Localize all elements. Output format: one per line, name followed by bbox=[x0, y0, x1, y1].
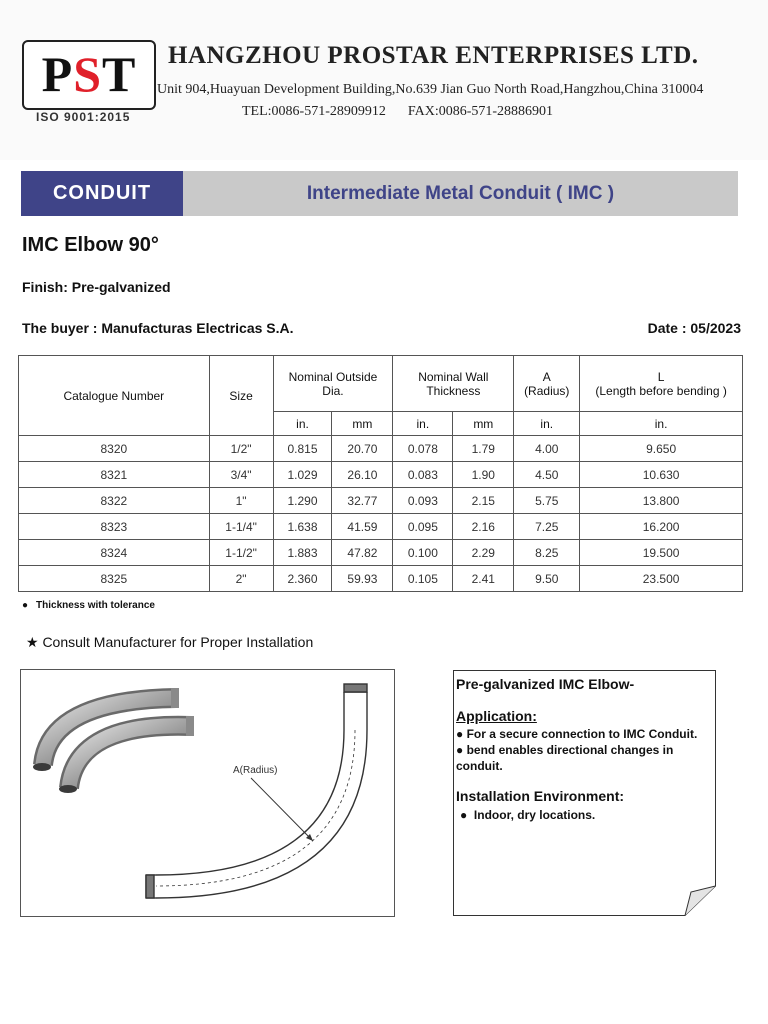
cell-wall-in: 0.095 bbox=[393, 514, 453, 540]
cell-wall-mm: 1.90 bbox=[453, 462, 514, 488]
cell-od-mm: 59.93 bbox=[332, 566, 393, 592]
cell-size: 1-1/2" bbox=[209, 540, 273, 566]
environment-item-text: Indoor, dry locations. bbox=[473, 808, 596, 822]
header-radius-text: (Radius) bbox=[524, 383, 570, 398]
header-size: Size bbox=[209, 356, 273, 436]
cell-length: 23.500 bbox=[580, 566, 743, 592]
category-subtitle: Intermediate Metal Conduit ( IMC ) bbox=[306, 183, 615, 204]
cell-wall-in: 0.078 bbox=[393, 436, 453, 462]
spec-table-body bbox=[19, 436, 743, 592]
header-radius bbox=[514, 356, 580, 412]
cell-length: 9.650 bbox=[580, 436, 743, 462]
logo-text: PST bbox=[41, 46, 137, 102]
product-finish: Finish: Pre-galvanized bbox=[22, 279, 171, 295]
company-logo bbox=[22, 40, 156, 110]
document-date: Date : 05/2023 bbox=[647, 320, 741, 336]
cell-size: 2" bbox=[209, 566, 273, 592]
environment-item: ● Indoor, dry locations. bbox=[460, 808, 596, 822]
application-heading: Application: bbox=[456, 708, 537, 724]
cell-size: 1/2" bbox=[209, 436, 273, 462]
cell-length: 19.500 bbox=[580, 540, 743, 566]
elbow-figure bbox=[20, 669, 395, 917]
cell-od-mm: 32.77 bbox=[332, 488, 393, 514]
cell-wall-mm: 2.16 bbox=[453, 514, 514, 540]
cell-radius: 5.75 bbox=[514, 488, 580, 514]
header-length-text: (Length before bending ) bbox=[595, 383, 727, 398]
cell-catalogue-number: 8325 bbox=[19, 566, 210, 592]
cell-catalogue-number: 8321 bbox=[19, 462, 210, 488]
cell-length: 13.800 bbox=[580, 488, 743, 514]
cell-length: 16.200 bbox=[580, 514, 743, 540]
header-radius-letter: A bbox=[542, 369, 551, 384]
cell-length: 10.630 bbox=[580, 462, 743, 488]
unit-cell: in. bbox=[273, 412, 332, 436]
cell-od-in: 1.290 bbox=[273, 488, 332, 514]
cell-od-mm: 47.82 bbox=[332, 540, 393, 566]
cell-wall-mm: 2.41 bbox=[453, 566, 514, 592]
cell-catalogue-number: 8320 bbox=[19, 436, 210, 462]
info-content bbox=[456, 676, 714, 823]
table-row bbox=[19, 462, 743, 488]
elbow-drawing bbox=[21, 670, 394, 916]
unit-cell: mm bbox=[453, 412, 514, 436]
company-name: HANGZHOU PROSTAR ENTERPRISES LTD. bbox=[168, 42, 699, 69]
fax: FAX:0086-571-28886901 bbox=[407, 104, 554, 119]
cell-od-mm: 41.59 bbox=[332, 514, 393, 540]
environment-heading: Installation Environment: bbox=[456, 788, 625, 804]
unit-cell: in. bbox=[514, 412, 580, 436]
cell-size: 3/4" bbox=[209, 462, 273, 488]
category-label: CONDUIT bbox=[21, 171, 183, 216]
cell-wall-in: 0.100 bbox=[393, 540, 453, 566]
cell-radius: 4.00 bbox=[514, 436, 580, 462]
table-row bbox=[19, 566, 743, 592]
cell-od-in: 1.883 bbox=[273, 540, 332, 566]
cell-size: 1" bbox=[209, 488, 273, 514]
cell-od-mm: 20.70 bbox=[332, 436, 393, 462]
application-item-text: bend enables directional changes in conduit. bbox=[456, 743, 674, 773]
bullet-icon: ● bbox=[22, 600, 29, 611]
header-catalogue-number: Catalogue Number bbox=[19, 356, 210, 436]
info-panel bbox=[453, 670, 716, 916]
cell-od-in: 1.638 bbox=[273, 514, 332, 540]
application-item: ● For a secure connection to IMC Conduit. bbox=[456, 727, 698, 741]
cell-od-in: 2.360 bbox=[273, 566, 332, 592]
table-row bbox=[19, 436, 743, 462]
table-row bbox=[19, 540, 743, 566]
tolerance-text: Thickness with tolerance bbox=[36, 600, 155, 611]
buyer-name: The buyer : Manufacturas Electricas S.A. bbox=[22, 320, 294, 336]
header-length bbox=[580, 356, 743, 412]
company-address: Unit 904,Huayuan Development Building,No.639 Jian Guo North Road,Hangzhou,China 310004 bbox=[157, 82, 704, 97]
telephone: TEL:0086-571-28909912 bbox=[242, 104, 386, 119]
cell-od-mm: 26.10 bbox=[332, 462, 393, 488]
cell-catalogue-number: 8322 bbox=[19, 488, 210, 514]
elbow-photo bbox=[33, 688, 194, 793]
spec-table bbox=[18, 355, 743, 592]
cell-wall-in: 0.093 bbox=[393, 488, 453, 514]
cell-wall-mm: 1.79 bbox=[453, 436, 514, 462]
header-outside-dia: Nominal Outside Dia. bbox=[273, 356, 393, 412]
company-contact bbox=[242, 104, 553, 120]
iso-certification: ISO 9001:2015 bbox=[36, 110, 131, 124]
cell-od-in: 1.029 bbox=[273, 462, 332, 488]
consult-note: ★ Consult Manufacturer for Proper Installation bbox=[26, 634, 314, 650]
application-item-text: For a secure connection to IMC Conduit. bbox=[466, 727, 698, 741]
cell-size: 1-1/4" bbox=[209, 514, 273, 540]
unit-cell: mm bbox=[332, 412, 393, 436]
header-wall-thickness: Nominal Wall Thickness bbox=[393, 356, 514, 412]
cell-catalogue-number: 8323 bbox=[19, 514, 210, 540]
table-row bbox=[19, 514, 743, 540]
unit-cell: in. bbox=[393, 412, 453, 436]
letterhead bbox=[0, 0, 768, 160]
cell-radius: 7.25 bbox=[514, 514, 580, 540]
cell-wall-mm: 2.15 bbox=[453, 488, 514, 514]
cell-radius: 4.50 bbox=[514, 462, 580, 488]
info-title: Pre-galvanized IMC Elbow- bbox=[456, 676, 635, 692]
category-banner bbox=[21, 171, 738, 216]
application-item: ● bend enables directional changes in conduit. bbox=[456, 743, 674, 773]
cell-od-in: 0.815 bbox=[273, 436, 332, 462]
table-row bbox=[19, 488, 743, 514]
cell-wall-mm: 2.29 bbox=[453, 540, 514, 566]
cell-catalogue-number: 8324 bbox=[19, 540, 210, 566]
cell-radius: 8.25 bbox=[514, 540, 580, 566]
cell-radius: 9.50 bbox=[514, 566, 580, 592]
tolerance-note bbox=[22, 600, 155, 611]
radius-label: A(Radius) bbox=[233, 765, 278, 776]
cell-wall-in: 0.105 bbox=[393, 566, 453, 592]
cell-wall-in: 0.083 bbox=[393, 462, 453, 488]
unit-cell: in. bbox=[580, 412, 743, 436]
product-title: IMC Elbow 90° bbox=[22, 234, 159, 256]
header-length-letter: L bbox=[657, 369, 665, 384]
